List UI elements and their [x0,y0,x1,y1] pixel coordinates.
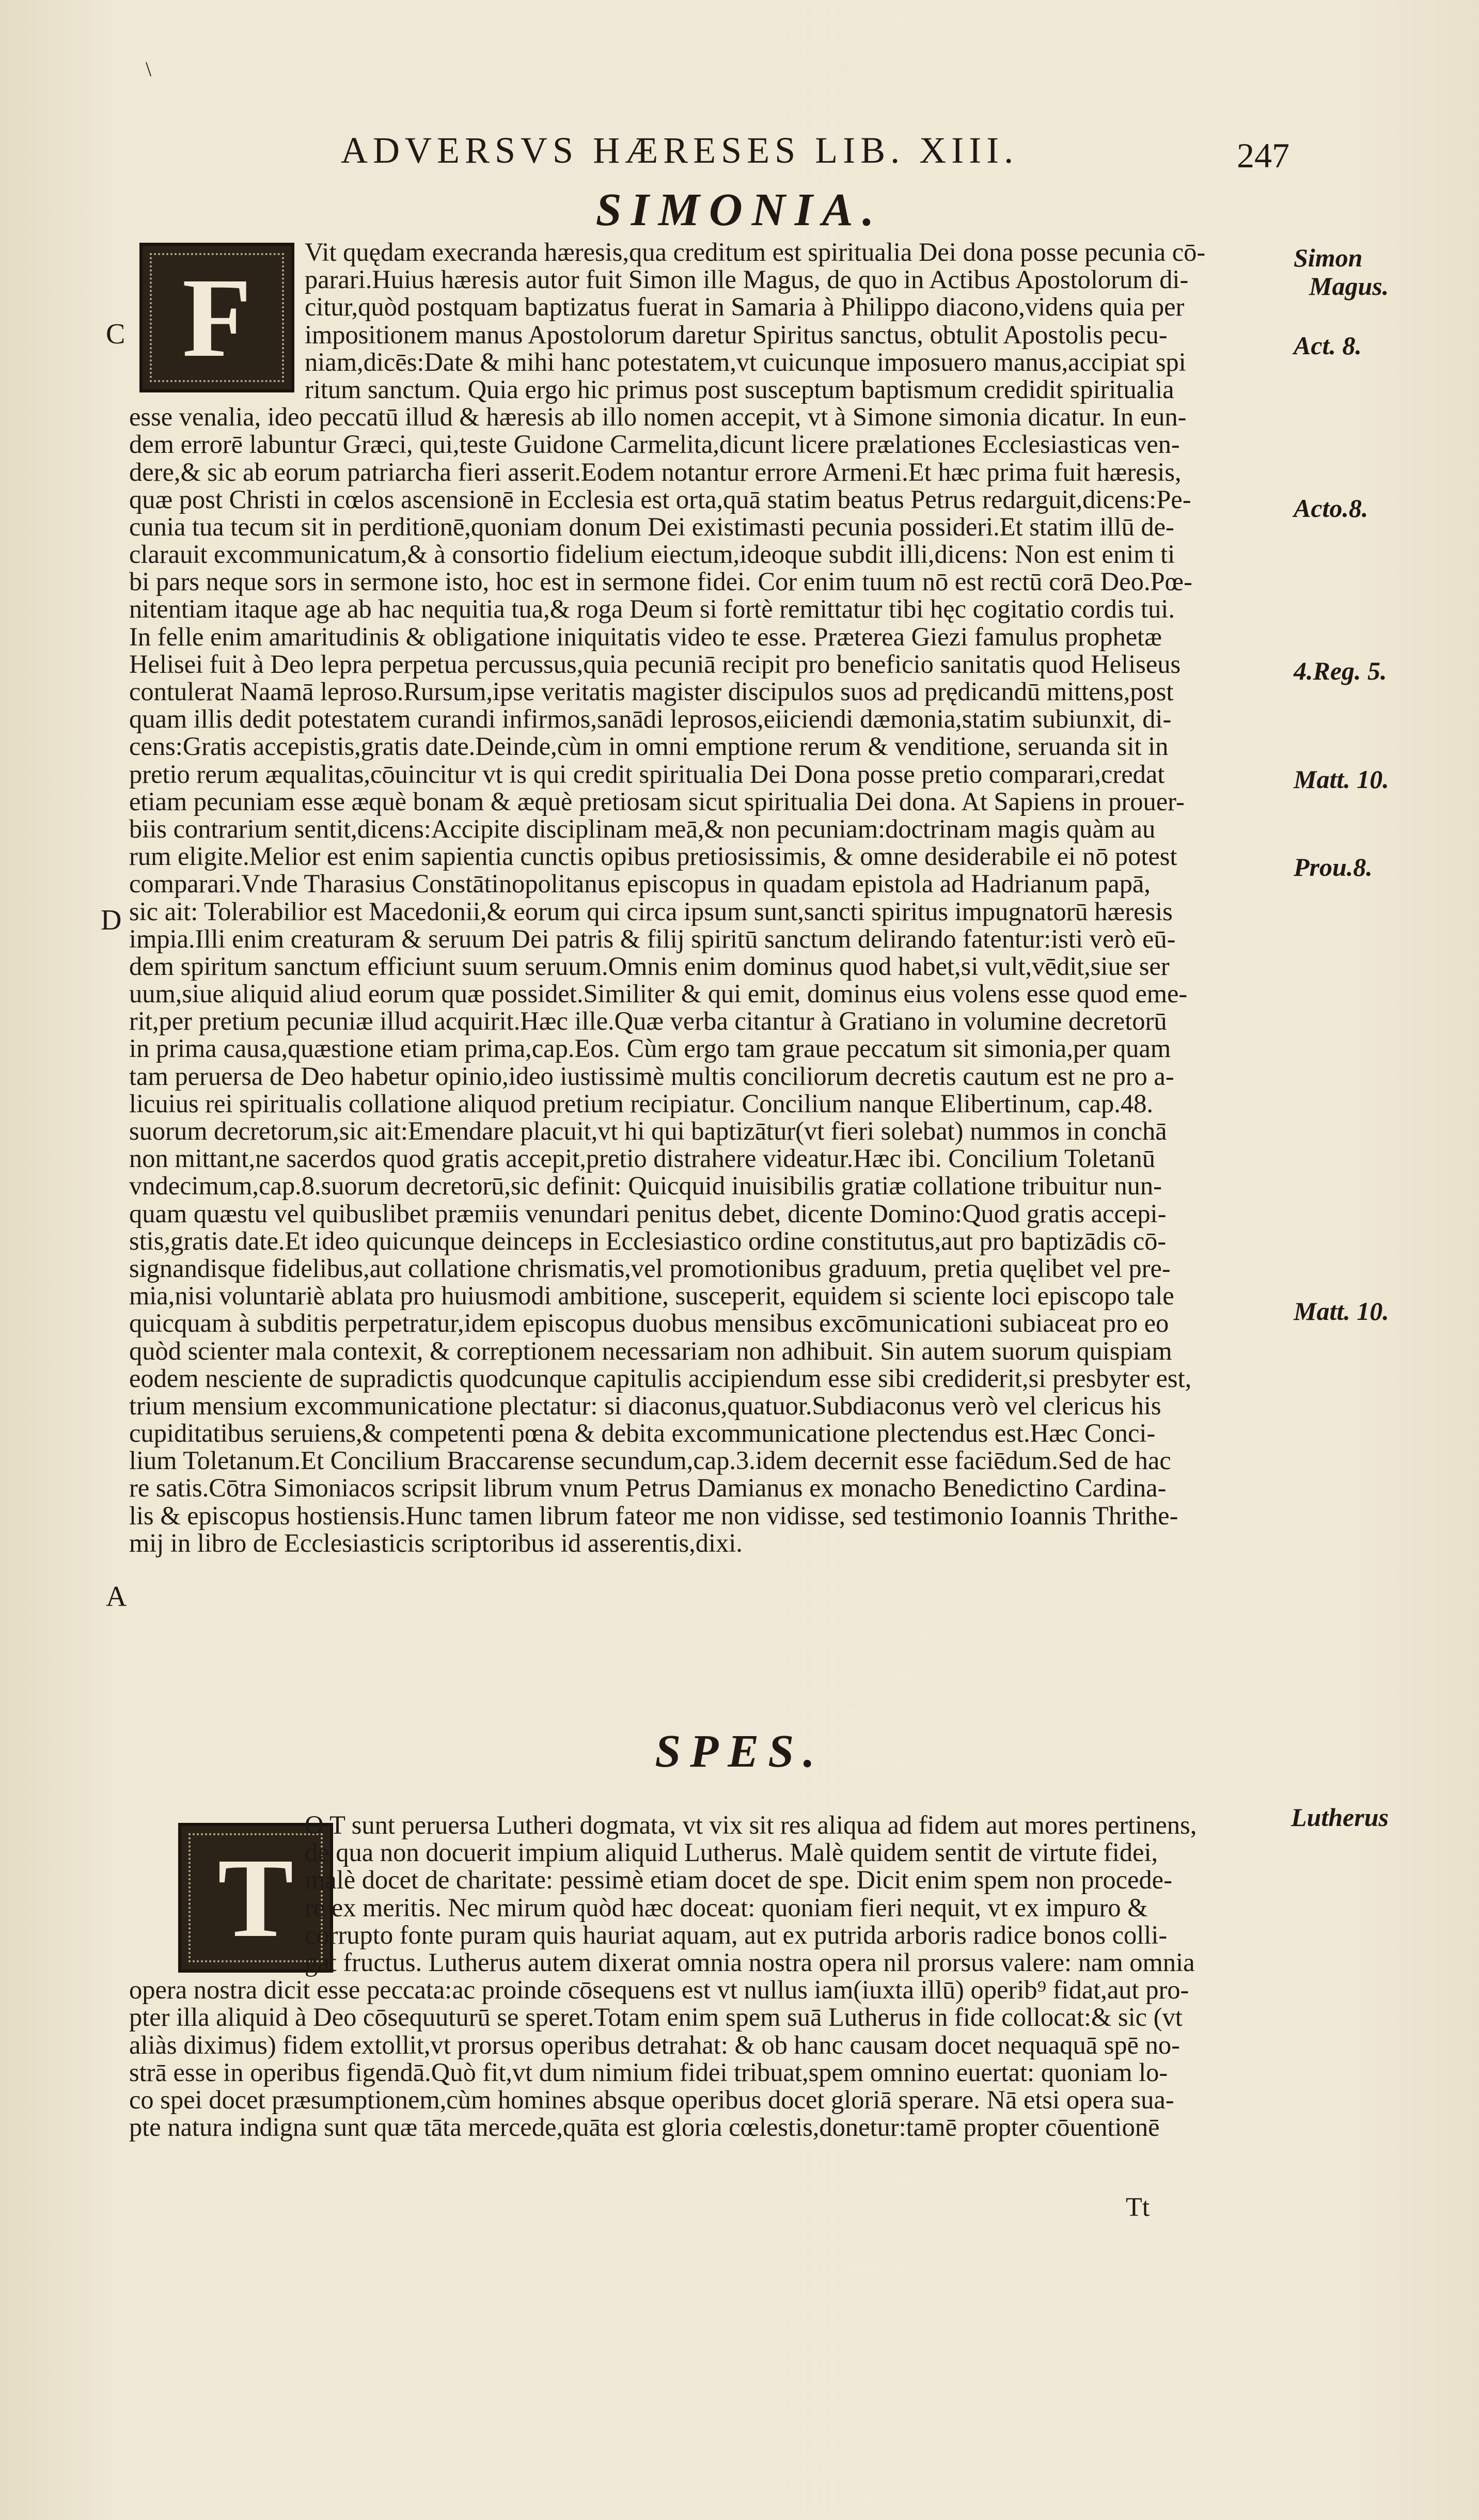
running-head: ADVERSVS HÆRESES LIB. XIII. [341,130,1019,171]
margin-note-magus: Magus. [1309,272,1389,301]
spes-body [129,1810,1286,2142]
text-line: de qua non docuerit impium aliquid Lutherus. Malè quidem sentit de virtute fidei, [305,1838,1158,1867]
text-line: re ex meritis. Nec mirum quòd hæc doceat: quoniam fieri nequit, vt ex impuro & [305,1893,1148,1922]
text-line: uum,siue aliquid aliud eorum quæ possidet.Similiter & qui emit, dominus eius volens esse quod eme- [129,979,1188,1009]
text-line: cupiditatibus seruiens,& competenti pœna & debita excommunicatione plectendus est.Hæc Conci- [129,1419,1156,1448]
text-line: eodem nesciente de supradictis quodcunque capitulis accipiendum esse sibi crediderit,si presbyter est, [129,1363,1192,1393]
margin-note-lutherus: Lutherus [1291,1803,1389,1832]
text-line: dem errorē labuntur Græci, qui,teste Guidone Carmelita,dicunt licere prælationes Ecclesiasticas ven- [129,430,1180,459]
text-line: suorum decretorum,sic ait:Emendare placuit,vt hi qui baptizātur(vt fieri solebat) nummos in conchā [129,1116,1167,1145]
margin-note-acts-8: Act. 8. [1294,331,1362,360]
text-line: non mittant,ne sacerdos quod gratis accepit,pretio distrahere videatur.Hæc ibi. Concilium Toletanū [129,1144,1155,1173]
text-line: tam peruersa de Deo habetur opinio,ideo iustissimè multis conciliorum decretis cautum est ne pro a- [129,1061,1174,1091]
text-line: dem spiritum sanctum efficiunt suum seruum.Omnis enim dominus quod habet,si vult,vēdit,siue ser [129,951,1170,981]
text-line: rum eligite.Melior est enim sapientia cunctis opibus pretiosissimis, & omne desiderabile ei nō potest [129,842,1177,871]
text-line: re satis.Cōtra Simoniacos scripsit librum vnum Petrus Damianus ex monacho Benedictino Cardina- [129,1473,1167,1503]
text-line: comparari.Vnde Tharasius Constātinopolitanus episcopus in quadam epistola ad Hadrianum papā, [129,869,1151,899]
margin-note-prov-8: Prou.8. [1294,853,1373,881]
section-letter-d: D [101,904,122,936]
text-line: pter illa aliquid à Deo cōsequuturū se speret.Totam enim spem suā Lutherus in fide collocat:& sic (vt [129,2003,1183,2032]
text-line: aliàs diximus) fidem extollit,vt prorsus operibus detrahat: & ob hanc causam docet nequaquā spē no- [129,2030,1180,2059]
text-line: ritum sanctum. Quia ergo hic primus post susceptum baptismum credidit spiritualia [305,374,1174,404]
text-line: in prima causa,quæstione etiam prima,cap.Eos. Cùm ergo tam graue peccatum sit simonia,per quam [129,1034,1171,1063]
margin-note-4-reg-5: 4.Reg. 5. [1294,656,1387,685]
section-title-spes: SPES. [655,1726,824,1777]
text-line: impia.Illi enim creaturam & seruum Dei patris & filij spiritū sanctum delirando fatentur:isti verò eū- [129,924,1176,953]
decorated-initial-f [139,243,294,392]
text-line: signandisque fidelibus,aut collatione chrismatis,vel promotionibus graduum, pretia quęlibet vel pre- [129,1253,1171,1283]
text-line: cunia tua tecum sit in perditionē,quoniam donum Dei existimasti pecunia possideri.Et statim illū de- [129,512,1174,541]
section-letter-c: C [106,318,125,350]
text-line: quæ post Christi in cœlos ascensionē in Ecclesia est orta,quā statim beatus Petrus redarguit,dicens:Pe- [129,484,1191,514]
text-line: dere,& sic ab eorum patriarcha fieri asserit.Eodem notantur errore Armeni.Et hæc prima fuit hæresis, [129,457,1182,486]
text-line: biis contrarium sentit,dicens:Accipite disciplinam meā,& non pecuniam:doctrinam magis quàm au [129,814,1156,843]
text-line: sic ait: Tolerabilior est Macedonii,& eorum qui circa ipsum sunt,sancti spiritus impugnatorū hæresis [129,896,1173,926]
section-letter-a: A [106,1581,127,1613]
initial-letter: T [217,1834,294,1961]
text-line: licuius rei spiritualis collatione aliquod pretium recipiatur. Concilium nanque Elibertinum, cap.48. [129,1089,1154,1118]
text-line: gat fructus. Lutherus autem dixerat omnia nostra opera nil prorsus valere: nam omnia [305,1947,1195,1977]
text-line: impositionem manus Apostolorum daretur Spiritus sanctus, obtulit Apostolis pecu- [305,320,1168,349]
section-title-simonia: SIMONIA. [595,184,884,235]
text-line: rit,per pretium pecuniæ illud acquirit.Hæc ille.Quæ verba citantur à Gratiano in volumine decretorū [129,1006,1167,1036]
stray-mark: \ [146,57,152,81]
text-line: mij in libro de Ecclesiasticis scriptoribus id asserentis,dixi. [129,1528,743,1557]
text-line: pretio rerum æqualitas,cōuincitur vt is qui credit spiritualia Dei Dona posse pretio comparari,credat [129,759,1165,789]
text-line: Helisei fuit à Deo lepra perpetua percussus,quia pecuniā recipit pro beneficio sanitatis quod Heliseus [129,649,1181,679]
text-line: In felle enim amaritudinis & obligatione iniquitatis video te esse. Præterea Giezi famulus prophetæ [129,622,1162,651]
text-line: pte natura indigna sunt quæ tāta mercede,quāta est gloria cœlestis,donetur:tamē propter cōuentionē [129,2113,1160,2142]
text-line: lis & episcopus hostiensis.Hunc tamen librum fateor me non vidisse, sed testimonio Ioannis Thrithe- [129,1501,1178,1530]
margin-note-matt-10: Matt. 10. [1294,765,1389,794]
text-line: vndecimum,cap.8.suorum decretorū,sic definit: Quicquid inuisibilis gratiæ collatione tribuitur nun- [129,1171,1162,1201]
text-line: contulerat Naamā leproso.Rursum,ipse veritatis magister discipulos suos ad prędicandū mittens,post [129,677,1174,706]
text-line: malè docet de charitate: pessimè etiam docet de spe. Dicit enim spem non procede- [305,1865,1172,1895]
text-line: clarauit excommunicatum,& à consortio fidelium eiectum,ideoque subdit illi,dicens: Non est enim ti [129,540,1175,569]
page-number: 247 [1237,136,1289,175]
text-line: parari.Huius hæresis autor fuit Simon ille Magus, de quo in Actibus Apostolorum di- [305,265,1189,294]
text-line: niam,dicēs:Date & mihi hanc potestatem,vt cuicunque imposuero manus,accipiat spi [305,347,1186,376]
text-line: O T sunt peruersa Lutheri dogmata, vt vix sit res aliqua ad fidem aut mores pertinens, [305,1810,1197,1839]
initial-letter: F [182,254,252,381]
simonia-body [129,238,1286,1557]
text-line: strā esse in operibus figendā.Quò fit,vt dum nimium fidei tribuat,spem omnino euertat: quoniam lo- [129,2057,1168,2087]
text-line: cens:Gratis accepistis,gratis date.Deinde,cùm in omni emptione rerum & venditione, seruanda sit in [129,732,1169,761]
text-line: stis,gratis date.Et ideo quicunque deinceps in Ecclesiastico ordine constitutus,aut pro baptizādis cō- [129,1226,1167,1255]
text-line: bi pars neque sors in sermone isto, hoc est in sermone fidei. Cor enim tuum nō est rectū corā Deo.Pœ- [129,567,1192,596]
text-line: esse venalia, ideo peccatū illud & hæresis ab illo nomen accepit, vt à Simone simonia dicatur. In eun- [129,402,1187,432]
text-line: opera nostra dicit esse peccata:ac proinde cōsequens est vt nullus iam(iuxta illū) operib⁹ fidat,aut pro- [129,1975,1189,2005]
text-line: mia,nisi voluntariè ablata pro huiusmodi ambitione, susceperit, equidem si sciente loci episcopo tale [129,1281,1174,1311]
text-line: lium Toletanum.Et Concilium Braccarense secundum,cap.3.idem decernit esse faciēdum.Sed de hac [129,1446,1171,1475]
text-line: nitentiam itaque age ab hac nequitia tua,& roga Deum si fortè remittatur tibi hęc cogitatio cordis tui. [129,594,1175,624]
text-line: corrupto fonte puram quis hauriat aquam, aut ex putrida arboris radice bonos colli- [305,1920,1168,1949]
margin-note-simon: Simon [1294,243,1363,272]
text-line: Vit quędam execranda hæresis,qua creditum est spiritualia Dei dona posse pecunia cō- [305,238,1206,266]
text-line: etiam pecuniam esse æquè bonam & æquè pretiosam sicut spiritualia Dei dona. At Sapiens in prouer- [129,786,1185,816]
text-line: citur,quòd postquam baptizatus fuerat in Samaria à Philippo diacono,videns quia per [305,292,1185,322]
text-line: quam illis dedit potestatem curandi infirmos,sanādi leprosos,eiiciendi dæmonia,statim subiunxit, di- [129,704,1172,734]
text-line: quicquam à subditis perpetratur,idem episcopus duobus mensibus excōmunicationi subiaceat pro eo [129,1309,1169,1338]
text-line: quam quæstu vel quibuslibet præmiis venundari penitus debet, dicente Domino:Quod gratis accepi- [129,1199,1167,1228]
catchword: Tt [1126,2193,1150,2222]
text-line: trium mensium excommunicatione plectatur: si diaconus,quatuor.Subdiaconus verò vel clericus his [129,1391,1161,1420]
margin-note-acts-8-b: Acto.8. [1294,494,1368,523]
text-line: quòd scienter mala contexit, & correptionem necessariam non adhibuit. Sin autem suorum quispiam [129,1336,1172,1365]
margin-note-matt-10-b: Matt. 10. [1294,1297,1389,1326]
text-line: co spei docet præsumptionem,cùm homines absque operibus docet gloriā sperare. Nā etsi opera sua- [129,2085,1174,2114]
